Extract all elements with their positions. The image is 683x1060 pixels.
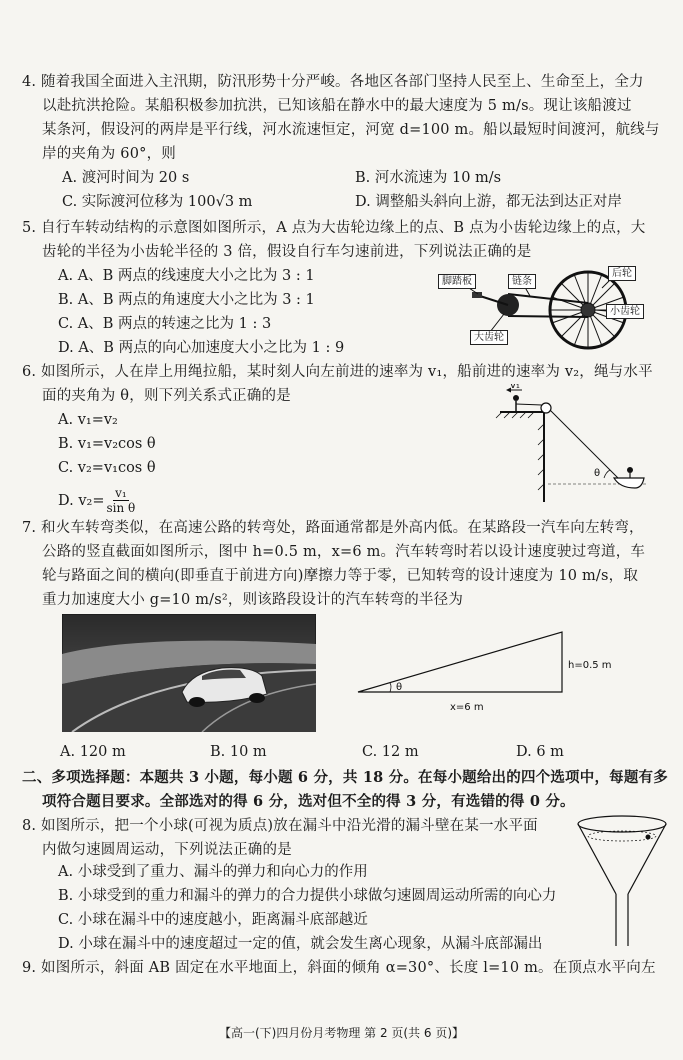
q7-line-1: 7. 和火车转弯类似，在高速公路的转弯处，路面通常都是外高内低。在某路段一汽车向左转弯， xyxy=(22,520,644,536)
section-2-heading-line-1: 二、多项选择题：本题共 3 小题，每小题 6 分，共 18 分。在每小题给出的四个选项中，每题有多 xyxy=(22,769,668,786)
q6-option-c: C. v₂=v₁cos θ xyxy=(58,460,156,476)
q8-option-a: A. 小球受到了重力、漏斗的弹力和向心力的作用 xyxy=(58,864,368,880)
q6-option-d-fraction xyxy=(106,486,135,515)
q8-line-2: 内做匀速圆周运动，下列说法正确的是 xyxy=(42,842,292,858)
q4-line-4: 岸的夹角为 60°，则 xyxy=(42,146,177,162)
funnel-figure xyxy=(572,810,672,950)
figure-label-v1: v₁ xyxy=(510,384,520,391)
q7-line-4: 重力加速度大小 g=10 m/s²，则该路段设计的汽车转弯的半径为 xyxy=(42,592,464,608)
q5-line-1: 5. 自行车转动结构的示意图如图所示，A 点为大齿轮边缘上的点、B 点为小齿轮边缘上的点，大 xyxy=(22,220,646,236)
q6-line-1: 6. 如图所示，人在岸上用绳拉船，某时刻人向左前进的速率为 v₁，船前进的速率为 v₂，绳与水平 xyxy=(22,364,653,380)
label-pedal: 脚踏板 xyxy=(438,274,476,289)
rope-boat-figure xyxy=(490,384,650,504)
q4-option-b: B. 河水流速为 10 m/s xyxy=(355,170,502,186)
q8-option-b: B. 小球受到的重力和漏斗的弹力的合力提供小球做匀速圆周运动所需的向心力 xyxy=(58,888,557,904)
q5-option-a: A. A、B 两点的线速度大小之比为 3 : 1 xyxy=(58,268,315,284)
slope-base-label: x=6 m xyxy=(450,702,484,713)
slope-height-label: h=0.5 m xyxy=(568,660,612,671)
q6-fraction-numerator: v₁ xyxy=(115,486,127,500)
q7-option-b: B. 10 m xyxy=(210,744,267,760)
q7-line-3: 轮与路面之间的横向(即垂直于前进方向)摩擦力等于零，已知转弯的设计速度为 10 m/s，取 xyxy=(42,568,639,584)
q4-option-a: A. 渡河时间为 20 s xyxy=(62,170,190,186)
label-big-gear: 大齿轮 xyxy=(470,330,508,345)
q6-option-a: A. v₁=v₂ xyxy=(58,412,118,428)
road-cross-section-diagram xyxy=(350,630,650,720)
q4-option-d: D. 调整船头斜向上游，都无法到达正对岸 xyxy=(355,194,622,210)
q6-option-d xyxy=(58,486,135,515)
q8-line-1: 8. 如图所示，把一个小球(可视为质点)放在漏斗中沿光滑的漏斗壁在某一水平面 xyxy=(22,818,538,834)
label-small-gear: 小齿轮 xyxy=(606,304,644,319)
q7-option-c: C. 12 m xyxy=(362,744,419,760)
page-footer: 【高一(下)四月份月考物理 第 2 页(共 6 页)】 xyxy=(218,1026,465,1040)
slope-angle-label: θ xyxy=(396,682,403,693)
q6-option-b: B. v₁=v₂cos θ xyxy=(58,436,156,452)
figure-label-theta: θ xyxy=(594,468,601,479)
q4-line-1: 4. 随着我国全面进入主汛期，防汛形势十分严峻。各地区各部门坚持人民至上、生命至上，全力 xyxy=(22,74,644,90)
q4-line-2: 以赴抗洪抢险。某船积极参加抗洪，已知该船在静水中的最大速度为 5 m/s。现让该船渡过 xyxy=(42,98,632,114)
q8-option-d: D. 小球在漏斗中的速度超过一定的值，就会发生离心现象，从漏斗底部漏出 xyxy=(58,936,543,952)
label-rear-wheel: 后轮 xyxy=(608,266,636,281)
q5-option-d: D. A、B 两点的向心加速度大小之比为 1 : 9 xyxy=(58,340,345,356)
racetrack-car-photo xyxy=(62,614,316,732)
section-2-heading-line-2: 项符合题目要求。全部选对的得 6 分，选对但不全的得 3 分，有选错的得 0 分。 xyxy=(42,793,575,810)
label-chain: 链条 xyxy=(508,274,536,289)
q9-line-1: 9. 如图所示，斜面 AB 固定在水平地面上，斜面的倾角 α=30°、长度 l=10 m。在顶点水平向左 xyxy=(22,960,656,976)
q7-line-2: 公路的竖直截面如图所示，图中 h=0.5 m，x=6 m。汽车转弯时若以设计速度驶过弯道，车 xyxy=(42,544,646,560)
q6-line-2: 面的夹角为 θ，则下列关系式正确的是 xyxy=(42,388,291,404)
q6-option-d-prefix: D. v₂= xyxy=(58,492,105,509)
q5-option-b: B. A、B 两点的角速度大小之比为 3 : 1 xyxy=(58,292,315,308)
q4-line-3: 某条河，假设河的两岸是平行线，河水流速恒定，河宽 d=100 m。船以最短时间渡河，航线与 xyxy=(42,122,660,138)
q5-option-c: C. A、B 两点的转速之比为 1 : 3 xyxy=(58,316,272,332)
q7-option-a: A. 120 m xyxy=(60,744,126,760)
bicycle-gear-figure xyxy=(430,262,662,354)
q7-option-d: D. 6 m xyxy=(516,744,564,760)
q4-option-c: C. 实际渡河位移为 100√3 m xyxy=(62,194,253,210)
q6-fraction-denominator: sin θ xyxy=(106,501,136,515)
q8-option-c: C. 小球在漏斗中的速度越小，距离漏斗底部越近 xyxy=(58,912,368,928)
q5-line-2: 齿轮的半径为小齿轮半径的 3 倍，假设自行车匀速前进，下列说法正确的是 xyxy=(42,244,532,260)
